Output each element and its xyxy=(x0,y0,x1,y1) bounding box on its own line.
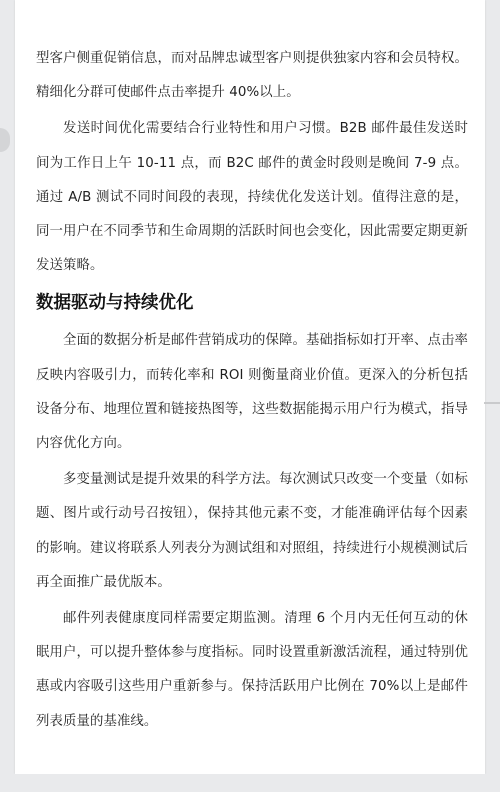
paragraph-multivariate-testing: 多变量测试是提升效果的科学方法。每次测试只改变一个变量（如标题、图片或行动号召按钮），保持其他元素不变，才能准确评估每个因素的影响。建议将联系人列表分为测试组和对照组，持续进行小规模测试后再全面推广最优版本。 xyxy=(36,472,468,590)
paragraph-list-health: 邮件列表健康度同样需要定期监测。清理 6 个月内无任何互动的休眠用户，可以提升整体参与度指标。同时设置重新激活流程，通过特别优惠或内容吸引这些用户重新参与。保持活跃用户比例在 70%以上是邮件列表质量的基准线。 xyxy=(36,611,468,729)
page-edge-tab xyxy=(0,128,10,152)
paragraph-segmentation-continued: 型客户侧重促销信息，而对品牌忠诚型客户则提供独家内容和会员特权。精细化分群可使邮件点击率提升 40%以上。 xyxy=(36,51,468,101)
page-bottom-margin xyxy=(0,774,500,792)
page-edge-line xyxy=(484,402,500,404)
document-body xyxy=(36,42,468,741)
section-heading: 数据驱动与持续优化 xyxy=(36,293,194,314)
paragraph-send-time: 发送时间优化需要结合行业特性和用户习惯。B2B 邮件最佳发送时间为工作日上午 10-11 点，而 B2C 邮件的黄金时段则是晚间 7-9 点。通过 A/B 测试不同时间段的表现，持续优化发送计划。值得注意的是，同一用户在不同季节和生命周期的活跃时间也会变化，因此需要定期更新发送策略。 xyxy=(36,121,468,274)
document-page xyxy=(15,0,485,774)
paragraph-data-analysis: 全面的数据分析是邮件营销成功的保障。基础指标如打开率、点击率反映内容吸引力，而转化率和 ROI 则衡量商业价值。更深入的分析包括设备分布、地理位置和链接热图等，这些数据能揭示用户行为模式，指导内容优化方向。 xyxy=(36,333,468,452)
